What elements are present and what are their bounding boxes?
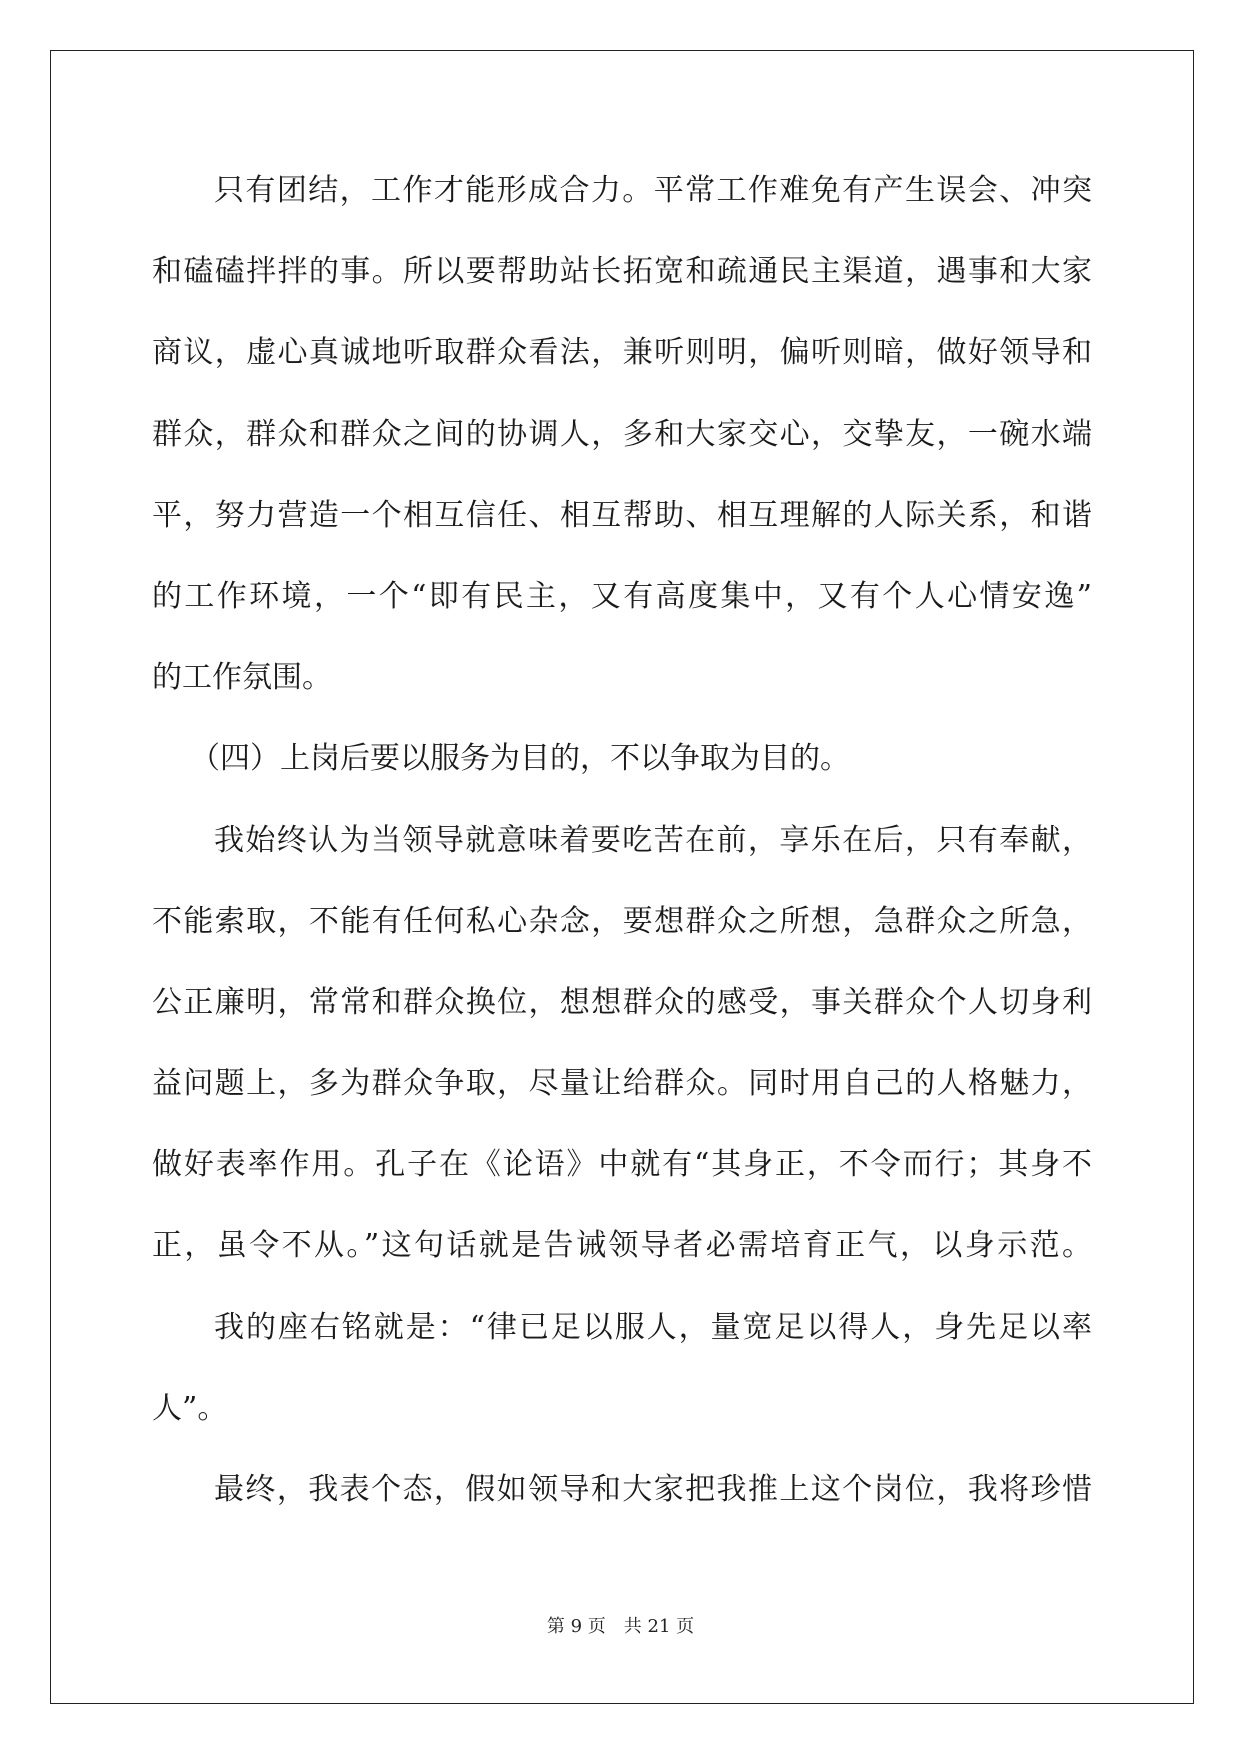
paragraph-line: 最终，我表个态，假如领导和大家把我推上这个岗位，我将珍惜: [214, 1472, 1092, 1507]
paragraph-line: 的工作环境，一个“即有民主，又有高度集中，又有个人心情安逸”: [152, 578, 1092, 614]
paragraph-line: 做好表率作用。孔子在《论语》中就有“其身正，不令而行；其身不: [152, 1147, 1092, 1183]
paragraph-line: 不能索取，不能有任何私心杂念，要想群众之所想，急群众之所急，: [152, 903, 1092, 939]
section-heading: （四）上岗后要以服务为目的，不以争取为目的。: [190, 741, 850, 777]
paragraph-line: 正，虽令不从。”这句话就是告诫领导者必需培育正气，以身示范。: [152, 1228, 1092, 1264]
paragraph-line: 我始终认为当领导就意味着要吃苦在前，享乐在后，只有奉献，: [214, 822, 1092, 858]
paragraph-line: 我的座右铭就是：“律已足以服人，量宽足以得人，身先足以率: [214, 1309, 1092, 1345]
paragraph-line: 只有团结，工作才能形成合力。平常工作难免有产生误会、冲突: [214, 173, 1092, 208]
page-number-footer: 第 9 页 共 21 页: [546, 1616, 695, 1637]
paragraph-line: 益问题上，多为群众争取，尽量让给群众。同时用自己的人格魅力，: [152, 1066, 1092, 1102]
paragraph-line: 群众，群众和群众之间的协调人，多和大家交心，交挚友，一碗水端: [152, 416, 1092, 452]
paragraph-line: 平，努力营造一个相互信任、相互帮助、相互理解的人际关系，和谐: [152, 497, 1092, 533]
document-body: [152, 150, 1092, 1530]
paragraph-line: 商议，虚心真诚地听取群众看法，兼听则明，偏听则暗，做好领导和: [152, 335, 1092, 371]
paragraph-line: 公正廉明，常常和群众换位，想想群众的感受，事关群众个人切身利: [152, 984, 1092, 1020]
paragraph-line: 和磕磕拌拌的事。所以要帮助站长拓宽和疏通民主渠道，遇事和大家: [152, 254, 1092, 290]
paragraph-line: 人”。: [152, 1390, 228, 1426]
paragraph-line: 的工作氛围。: [152, 660, 332, 696]
